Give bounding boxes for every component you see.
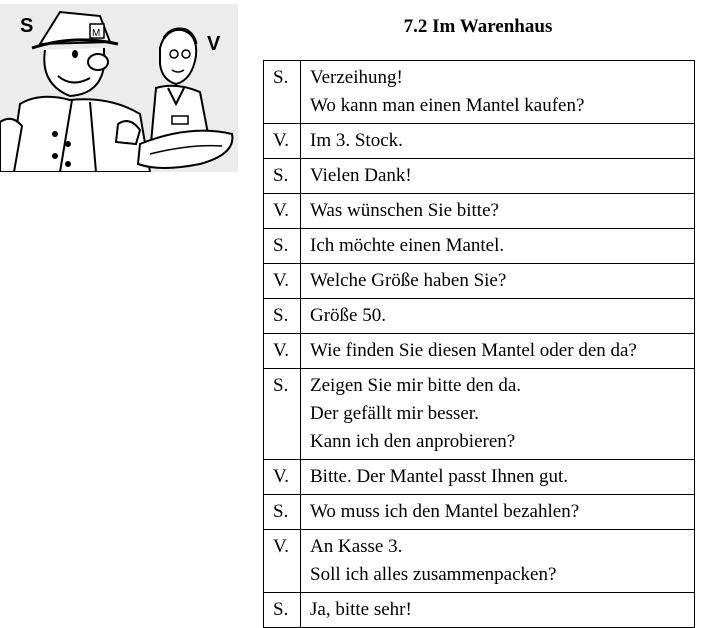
utterance-cell <box>301 593 695 628</box>
dialog-row <box>264 593 695 628</box>
utterance-line: Wo kann man einen Mantel kaufen? <box>310 95 585 116</box>
page-title: 7.2 Im Warenhaus <box>403 16 553 37</box>
utterance-line: An Kasse 3. <box>310 536 403 557</box>
speaker-cell: S. <box>264 369 301 460</box>
dialog-row <box>264 495 695 530</box>
utterance-line: Verzeihung! <box>310 67 403 88</box>
vendor-name-tag <box>172 116 188 124</box>
utterance-cell <box>301 369 695 460</box>
utterance-line: Bitte. Der Mantel passt Ihnen gut. <box>310 466 569 487</box>
dialog-row <box>264 159 695 194</box>
speaker-cell: V. <box>264 334 301 369</box>
speaker-cell: V. <box>264 460 301 495</box>
coat-button <box>52 153 58 159</box>
customer-eye <box>72 50 78 58</box>
utterance-line: Zeigen Sie mir bitte den da. <box>310 375 522 396</box>
utterance-line: Im 3. Stock. <box>310 130 403 151</box>
dialog-row <box>264 530 695 593</box>
dialog-row <box>264 369 695 460</box>
dialog-row <box>264 460 695 495</box>
dialog-row <box>264 264 695 299</box>
utterance-cell <box>301 495 695 530</box>
speaker-cell: V. <box>264 530 301 593</box>
speaker-cell: V. <box>264 194 301 229</box>
utterance-line: Soll ich alles zusammenpacken? <box>310 564 557 585</box>
coat-button <box>65 141 71 147</box>
utterance-cell <box>301 530 695 593</box>
utterance-cell <box>301 229 695 264</box>
utterance-line: Welche Größe haben Sie? <box>310 270 507 291</box>
utterance-line: Wo muss ich den Mantel bezahlen? <box>310 501 580 522</box>
speaker-cell: S. <box>264 229 301 264</box>
speaker-cell: S. <box>264 159 301 194</box>
cartoon-illustration <box>0 4 238 172</box>
speaker-cell: V. <box>264 124 301 159</box>
utterance-line: Vielen Dank! <box>310 165 412 186</box>
utterance-cell <box>301 299 695 334</box>
customer-nose <box>88 54 108 70</box>
hat-badge-letter: M <box>92 28 101 39</box>
utterance-cell <box>301 264 695 299</box>
speaker-cell: V. <box>264 264 301 299</box>
utterance-cell <box>301 124 695 159</box>
utterance-line: Der gefällt mir besser. <box>310 403 479 424</box>
speaker-cell: S. <box>264 495 301 530</box>
speaker-v-label: V <box>207 33 221 55</box>
dialog-row <box>264 229 695 264</box>
speaker-s-label: S <box>20 15 34 37</box>
speaker-cell: S. <box>264 593 301 628</box>
speaker-cell: S. <box>264 61 301 124</box>
dialog-row <box>264 334 695 369</box>
utterance-line: Größe 50. <box>310 305 386 326</box>
dialog-table-body <box>264 61 695 628</box>
cartoon-drawing <box>0 4 238 172</box>
utterance-line: Wie finden Sie diesen Mantel oder den da? <box>310 340 637 361</box>
utterance-cell <box>301 460 695 495</box>
speaker-cell: S. <box>264 299 301 334</box>
utterance-cell <box>301 61 695 124</box>
utterance-line: Ja, bitte sehr! <box>310 599 412 620</box>
utterance-cell <box>301 334 695 369</box>
coat-button <box>65 161 71 167</box>
dialog-row <box>264 194 695 229</box>
utterance-line: Ich möchte einen Mantel. <box>310 235 505 256</box>
coat-button <box>52 131 58 137</box>
dialog-row <box>264 299 695 334</box>
utterance-cell <box>301 159 695 194</box>
customer-hand <box>116 121 140 144</box>
utterance-line: Kann ich den anprobieren? <box>310 431 516 452</box>
dialog-row <box>264 124 695 159</box>
utterance-line: Was wünschen Sie bitte? <box>310 200 499 221</box>
dialog-row <box>264 61 695 124</box>
utterance-cell <box>301 194 695 229</box>
dialog-table <box>263 60 695 628</box>
